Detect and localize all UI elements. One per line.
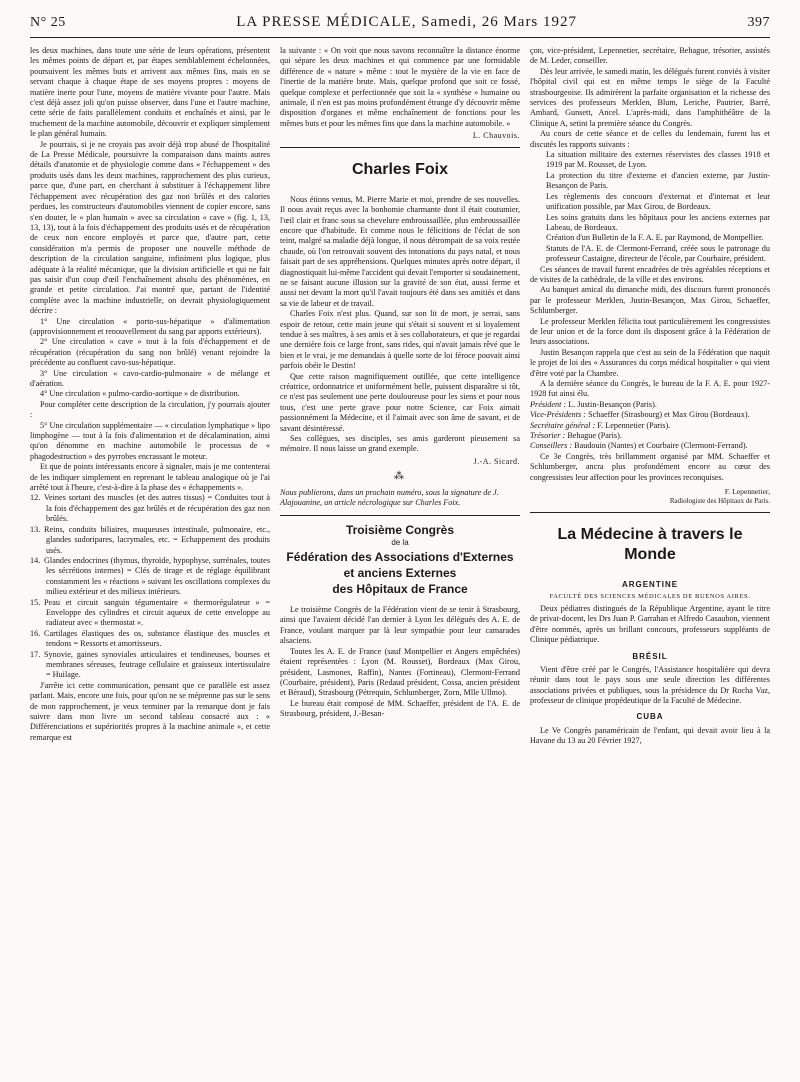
list-item: 13. Reins, conduits biliaires, muqueuses intestinale, pulmonaire, etc., glandes sudoripares, lacrymales, etc. = Echappement des produits usés.	[30, 524, 270, 555]
asterism: ⁂	[394, 471, 406, 483]
divider	[280, 515, 520, 516]
list-item: Conseillers : Baudouin (Nantes) et Courbaire (Clermont-Ferrand).	[530, 441, 748, 451]
country-heading: CUBA	[636, 712, 664, 722]
paragraph: Le Ve Congrès panaméricain de l'enfant, qui devait avoir lieu à la Havane du 13 au 20 Février 1927,	[530, 725, 770, 746]
list-item: Les soins gratuits dans les hôpitaux pour les anciens externes par Labeau, de Bordeaux.	[546, 212, 770, 232]
column-1	[30, 46, 270, 746]
paragraph: Que cette raison magnifiquement outillée, que cette intelligence créatrice, ordonnatrice et uniformément belle, puissent disparaître si tôt, ce n'est pas seulement une perte douloureuse pour les siens et pour nous tous, c'est une perte grave pour notre Science, car Foix aimait passionnément la Médecine, et il l'aimait avec son âme de savant, et de savant désintéressé.	[280, 371, 520, 433]
columns	[30, 46, 770, 746]
paragraph: 3° Une circulation « cavo-cardio-pulmonaire » de mélange et d'aération.	[30, 368, 270, 388]
list-item: Création d'un Bulletin de la F. A. E. par Raymond, de Montpellier.	[546, 233, 764, 243]
paragraph: Et que de points intéressants encore à signaler, mais je me contenterai de les indiquer simplement en reprenant le tableau analogique où je l'ai arrêté tout à l'heure, c'est-à-dire à la phase des « échappements ».	[30, 462, 270, 493]
issue-number: N° 25	[30, 15, 66, 30]
analogy-list	[30, 493, 270, 680]
paragraph: Ses collègues, ses disciples, ses amis garderont pieusement sa mémoire. Il nous laisse un grand exemple.	[280, 434, 520, 454]
list-item: 15. Peau et circuit sanguin tégumentaire « thermorégulateur » = Enveloppe des cylindres et circuit aqueux de cette enveloppe au radiateur avec « thermostat ».	[30, 597, 270, 628]
bureau-list	[530, 400, 770, 452]
list-item: Vice-Présidents : Schaeffer (Strasbourg) et Max Girou (Bordeaux).	[530, 410, 750, 420]
editor-note: Nous publierons, dans un prochain numéro, sous la signature de J. Alajouanine, un article nécrologique sur Charles Foix.	[280, 487, 499, 508]
paragraph: Au cours de cette séance et de celles du lendemain, furent lus et discutés les rapports suivants :	[530, 129, 770, 149]
paragraph: Ce 3e Congrès, très brillamment organisé par MM. Schaeffer et Schlumberger, ancra plus profondément encore au cœur des congressistes leur affection pour les provinces reconquises.	[530, 451, 770, 482]
author-signature: F. Lepennetier, Radiologiste des Hôpitaux de Paris.	[669, 487, 770, 505]
list-item: Les règlements des concours d'externat et d'internat et leur unification possible, par Max Girou, de Bordeaux.	[546, 191, 770, 212]
paragraph: Ces séances de travail furent encadrées de très agréables réceptions et de visites de la cathédrale, de la ville et des environs.	[530, 264, 770, 284]
list-item: 14. Glandes endocrines (thymus, thyroïde, hypophyse, surrénales, toutes les sécrétions internes) = Clés de tirage et de réglage équilibrant constamment les « réactions » suivant les oscillations complexes du milieu extérieur et des milieux intérieurs.	[30, 555, 270, 597]
author-signature: L. Chauvois.	[472, 131, 520, 141]
paragraph: Dès leur arrivée, le samedi matin, les délégués furent conviés à visiter l'hôpital civil qui est en même temps le siège de la Faculté strasbourgeoise. Ils admirèrent la parfaite organisation et la richesse des services des professeurs Merklen, Blum, Leriche, Pautrier, Barré, Ambard, Gunsett, Ancel. L'après-midi, dans l'amphithéâtre de la Clinique A, setint la première séance du Congrès.	[530, 66, 770, 128]
paragraph: çon, vice-président, Lepennetier, secrétaire, Behague, trésorier, assistés de M. Leder, conseiller.	[530, 46, 770, 66]
paragraph: Pour compléter cette description de la circulation, j'y pourrais ajouter :	[30, 399, 270, 420]
paragraph: Deux pédiatres distingués de la République Argentine, ayant le titre de privat-docent, les Drs Juan P. Garrahan et Alfredo Casaubon, viennent d'être nommés, après un brillant concours, professeurs suppléants de Clinique pédiatrique.	[530, 604, 770, 645]
divider	[280, 147, 520, 148]
list-item: La protection du titre d'externe et d'ancien externe, par Justin-Besançon de Paris.	[546, 170, 770, 191]
paragraph: Nous étions venus, M. Pierre Marie et moi, prendre de ses nouvelles. Il nous avait reçus avec la bonhomie charmante dont il était coutumier, l'œil clair et franc sous sa chevelure embroussaillée, plus embroussaillée encore que d'habitude. Et comme nous le félicitions de l'éclat de son teint, malgré sa maladie déjà longue, il nous détrompait de sa voix restée chaude, où l'on retrouvait souvent des intonations du pays natal, et nous faisait part de ses appréhensions. Quelques minutes après notre départ, il diagnostiquait lui-même l'accident qui devait l'emporter si soudainement, ne se faisant aucune illusion sur la gravité de son état, aussi ferme et aussi net devant la mort qu'il l'avait toujours été dans ses amitiés et dans sa vie de labeur et de travail.	[280, 194, 520, 308]
paragraph: Le troisième Congrès de la Fédération vient de se tenir à Strasbourg, ainsi que l'avaient décidé l'an dernier à Lyon les délégués des A. E. de France, voulant marquer par là leur sympathie pour leur camarades alsaciens.	[280, 605, 520, 646]
country-heading: BRÉSIL	[632, 651, 668, 661]
section-title: La Médecine à travers le Monde	[557, 526, 743, 564]
paragraph: Au banquet amical du dimanche midi, des discours furent prononcés par le professeur Merklen, Justin-Besançon, Max Girou, Schaeffer, Schlumberger.	[530, 285, 770, 316]
article-title: Charles Foix	[351, 161, 449, 179]
paragraph: Je pourrais, si je ne croyais pas avoir déjà trop abusé de l'hospitalité de La Presse Médicale, poursuivre la comparaison dans maints autres détails d'anatomie et de physiologie comme dans « l'échappement » des produits usés dans les deux machines, rapprochement des plus curieux, parce que, d'une part, en cherchant à substituer à l'échappement libre l'échappement avec récupération des gaz non brûlés et des calories perdues, les constructeurs d'automobiles viennent de copier encore, sans s'en douter, le « plan humain » avec sa circulation « cave » (fig. 1, 13, 13, 13), tout à la fois d'échappement des produits usés et de récupération de ceux non encore employés et parce que, d'autre part, cette considération m'a permis de proposer une nouvelle méthode de description de la circulation sanguine, infiniment plus logique, plus adéquate à la réalité mécanique, que la division artificielle et qui ne fait pas saisir d'un coup d'œil l'enchaînement absolu des phénomènes, en grande et petite circulation. J'ai montré que, partant de l'identité complète avec la machine industrielle, on devrait physiologiquement décrire :	[30, 139, 270, 316]
paragraph: A la dernière séance du Congrès, le bureau de la F. A. E. pour 1927-1928 fut ainsi élu.	[530, 379, 770, 399]
faculty-line: FACULTÉ DES SCIENCES MÉDICALES DE BUENOS AIRES.	[549, 592, 751, 600]
paragraph: Le professeur Merklen félicita tout particulièrement les congressistes de leur union et de la force dont ils disposent grâce à la Fédération de leurs associations.	[530, 316, 770, 347]
list-item: Président : L. Justin-Besançon (Paris).	[530, 399, 657, 409]
paragraph: 5° Une circulation supplémentaire — « circulation lymphatique » lipo limphogène — tout à la fois d'alimentation et de décalamination, ainsi qu'on dénomme en machine automobile le processus de « phagodestruction » des pyrrobes encrassant le moteur.	[30, 420, 270, 461]
country-heading: ARGENTINE	[621, 579, 679, 589]
article-title: Troisième Congrès de la Fédération des Associations d'Externes et anciens Externes des Hôpitaux de France	[286, 522, 514, 596]
paragraph: J'arrête ici cette communication, pensant que ce parallèle est assez parlant. Mais, encore une fois, pour qu'on ne se méprenne pas sur le sens de mon rapprochement, je veux terminer par la remarque dont je fais suivre dans mon livre un second tableau consacré aux : « Différenciations et supériorités propres à la machine animale », et cette remarque est	[30, 680, 270, 742]
paragraph: la suivante : « On voit que nous savons reconnaître la distance énorme qui sépare les deux machines et qui commence par une formidable différence de « nature » même : tout le mystère de la vie en face de l'inertie de la matière brute. Mais, quelque profond que soit ce fossé, quelque complexe et perfectionnée que soit la « synthèse » humaine ou animale, il n'en est pas moins profondément étrange d'y découvrir même disposition d'organes et même enchaînement de fonctions pour les mêmes buts et pour les mêmes fins que dans la machine automobile. »	[280, 46, 520, 128]
list-item: 12. Veines sortant des muscles (et des autres tissus) = Conduites tout à la fois d'échappement des gaz brûlés et de récupération des gaz non brûlés.	[30, 493, 270, 524]
paragraph: Vient d'être créé par le Congrès, l'Assistance hospitalière qui devra réunir dans tout le pays sous une seule direction les différentes associations privées et publiques, sous la présidence du Dr Rocha Vaz, professeur de clinique propédeutique de la Faculté de Médecine.	[530, 664, 770, 706]
column-2	[280, 46, 520, 746]
paragraph: 1° Une circulation « porto-sus-hépatique » d'alimentation (approvisionnement et renouvellement du sang par apports extérieurs).	[30, 316, 270, 336]
reports-list	[530, 150, 770, 264]
list-item: Trésorier : Behague (Paris).	[530, 431, 622, 441]
list-item: 16. Cartilages élastiques des os, substance élastique des muscles et tendons = Ressorts et amortisseurs.	[30, 628, 270, 649]
page-header	[30, 14, 770, 38]
paragraph: Justin Besançon rappela que c'est au sein de la Fédération que naquit le projet de loi des « Assurances du corps médical hospitalier » qui vient d'être voté par la Chambre.	[530, 347, 770, 378]
column-3	[530, 46, 770, 746]
list-item: 17. Synovie, gaines synoviales articulaires et tendineuses, bourses et membranes séreuses, feutrage cellulaire et graisseux intertissulaire = Huilage.	[30, 649, 270, 680]
list-item: La situation militaire des externes réservistes des classes 1918 et 1919 par M. Rousset, de Lyon.	[546, 150, 770, 170]
list-item: Statuts de l'A. E. de Clermont-Ferrand, créée sous le patronage du professeur Castaigne, directeur de l'école, par Courbaire, président.	[546, 243, 770, 264]
paragraph: les deux machines, dans toute une série de leurs opérations, présentent les mêmes points de départ et, par étapes semblablement échelonnées, poursuivent les mêmes buts et arrivent aux mêmes fins, mais en se servant chaque à chaque étape de ses moyens propres : moyens de matière inerte pour l'une, moyens de matière vivante pour l'autre. Mais c'est déjà assez joli qu'on puisse observer, dans l'une et l'autre machine, cette série de faits parallèlement conduits et enchaînés et ainsi, par le truchement de la machine automobile, découvrir et expliquer simplement le plan général humain.	[30, 46, 270, 139]
page-number: 397	[747, 15, 770, 30]
paragraph: Charles Foix n'est plus. Quand, sur son lit de mort, je serrai, sans espoir de retour, cette main jeune qui s'était si souvent et si loyalement tendue à ses maîtres, à ses amis et à ses collaborateurs, et que je regardai une dernière fois ce large front, sans rides, qui n'avait jamais rêvé que le bien et le vrai, je me demandais à quelle sorte de loi féroce pouvait ainsi parfois obéir le Destin!	[280, 309, 520, 371]
paragraph: Le bureau était composé de MM. Schaeffer, président de l'A. E. de Strasbourg, président, J.-Besan-	[280, 698, 520, 719]
author-signature: J.-A. Sicard.	[473, 456, 520, 466]
paragraph: Toutes les A. E. de France (sauf Montpellier et Angers empêchées) étaient représentées : Lyon (M. Rousset), Bordeaux (Max Girou, président, Lasmones, Raffin), Nantes (Fortineau), Clermont-Ferrand (Courbaire, président), Paris (Redaud président, Cossa, ancien président et Béraud), Strasbourg (Pétrequin, Schlumberger, Zorn, Mlle Ullmo).	[280, 646, 520, 698]
newspaper-title: LA PRESSE MÉDICALE, Samedi, 26 Mars 1927	[236, 14, 578, 30]
list-item: Secrétaire général : F. Lepennetier (Paris).	[530, 420, 671, 430]
paragraph: 2° Une circulation « cave » tout à la fois d'échappement et de récupération (récupération du sang non brûlé) venant rejoindre la précédente au confluent cavo-sus-hépatique.	[30, 337, 270, 368]
paragraph: 4° Une circulation « pulmo-cardio-aortique » de distribution.	[40, 389, 240, 399]
divider	[530, 512, 770, 513]
